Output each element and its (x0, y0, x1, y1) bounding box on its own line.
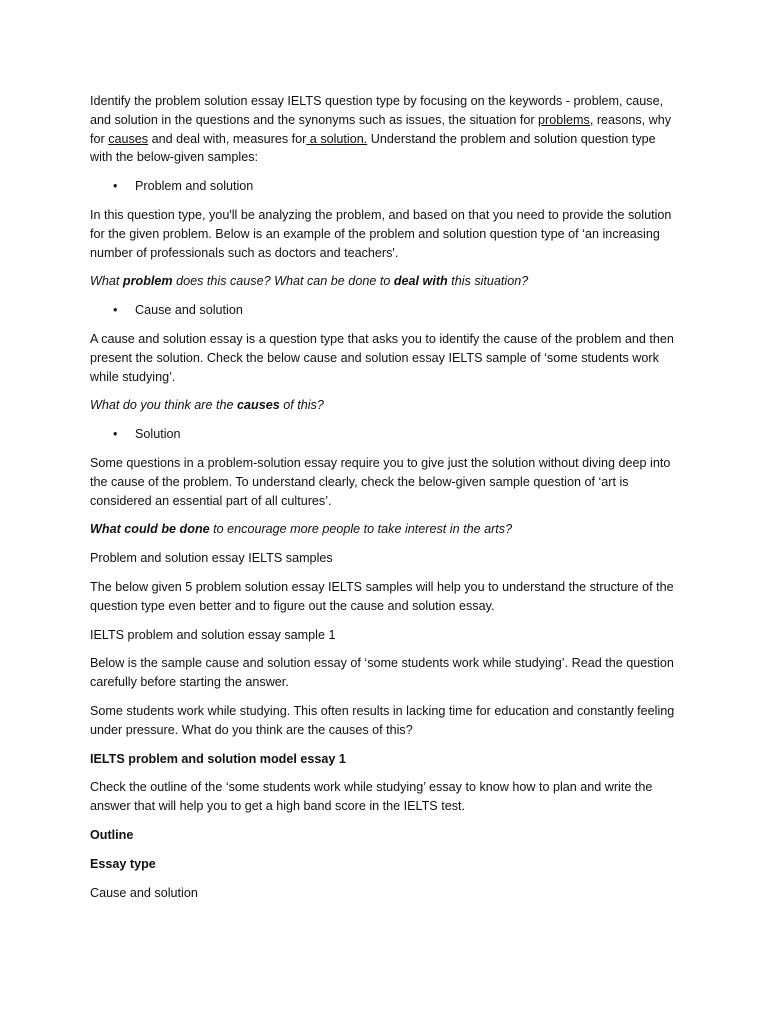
solution-question: What could be done to encourage more people to take interest in the arts? (90, 522, 513, 537)
list-item: • Cause and solution (90, 301, 680, 320)
problem-solution-question: What problem does this cause? What can be done to deal with this situation? (90, 274, 529, 289)
essay-type-value: Cause and solution (90, 885, 198, 900)
bullet-list-solution (90, 425, 680, 444)
link-problems[interactable]: problems, (538, 112, 594, 127)
sample1-heading: IELTS problem and solution essay sample 1 (90, 627, 336, 642)
sample1-intro: Below is the sample cause and solution essay of ‘some students work while studying’. Read the question carefully before starting the answer. (90, 656, 674, 690)
outline-label: Outline (90, 827, 134, 842)
intro-paragraph: Identify the problem solution essay IELTS question type by focusing on the keywords - problem, cause, and solution in the questions and the synonyms such as issues, the situation for problems, reasons, why for causes and deal with, measures for a solution. Understand the problem and solution question type with the below-given samples: (90, 94, 672, 165)
samples-intro: The below given 5 problem solution essay IELTS samples will help you to understand the structure of the question type even better and to figure out the cause and solution essay. (90, 579, 674, 613)
sample1-question: Some students work while studying. This often results in lacking time for education and constantly feeling under pressure. What do you think are the causes of this? (90, 703, 675, 737)
cause-solution-paragraph: A cause and solution essay is a question type that asks you to identify the cause of the problem and then present the solution. Check the below cause and solution essay IELTS sample of ‘some students work while studying’. (90, 331, 674, 384)
list-item: • Problem and solution (90, 177, 680, 196)
link-causes[interactable]: causes (108, 131, 149, 146)
model-essay-intro: Check the outline of the ‘some students work while studying’ essay to know how to plan and write the answer that will help you to get a high band score in the IELTS test. (90, 780, 653, 814)
samples-heading: Problem and solution essay IELTS samples (90, 551, 333, 566)
solution-paragraph: Some questions in a problem-solution essay require you to give just the solution without diving deep into the cause of the problem. To understand clearly, check the below-given sample question of ‘art is considered an essential part of all cultures’. (90, 455, 671, 508)
model-essay-heading: IELTS problem and solution model essay 1 (90, 751, 346, 766)
bullet-list-problem-solution (90, 177, 680, 196)
cause-solution-question: What do you think are the causes of this? (90, 398, 324, 413)
link-solution[interactable]: a solution. (306, 131, 368, 146)
document-page (90, 92, 680, 912)
problem-solution-paragraph: In this question type, you'll be analyzing the problem, and based on that you need to provide the solution for the given problem. Below is an example of the problem and solution question type of ‘an increasing number of professionals such as doctors and teachers'. (90, 207, 672, 260)
essay-type-label: Essay type (90, 856, 156, 871)
list-item: • Solution (90, 425, 680, 444)
bullet-list-cause-solution (90, 301, 680, 320)
